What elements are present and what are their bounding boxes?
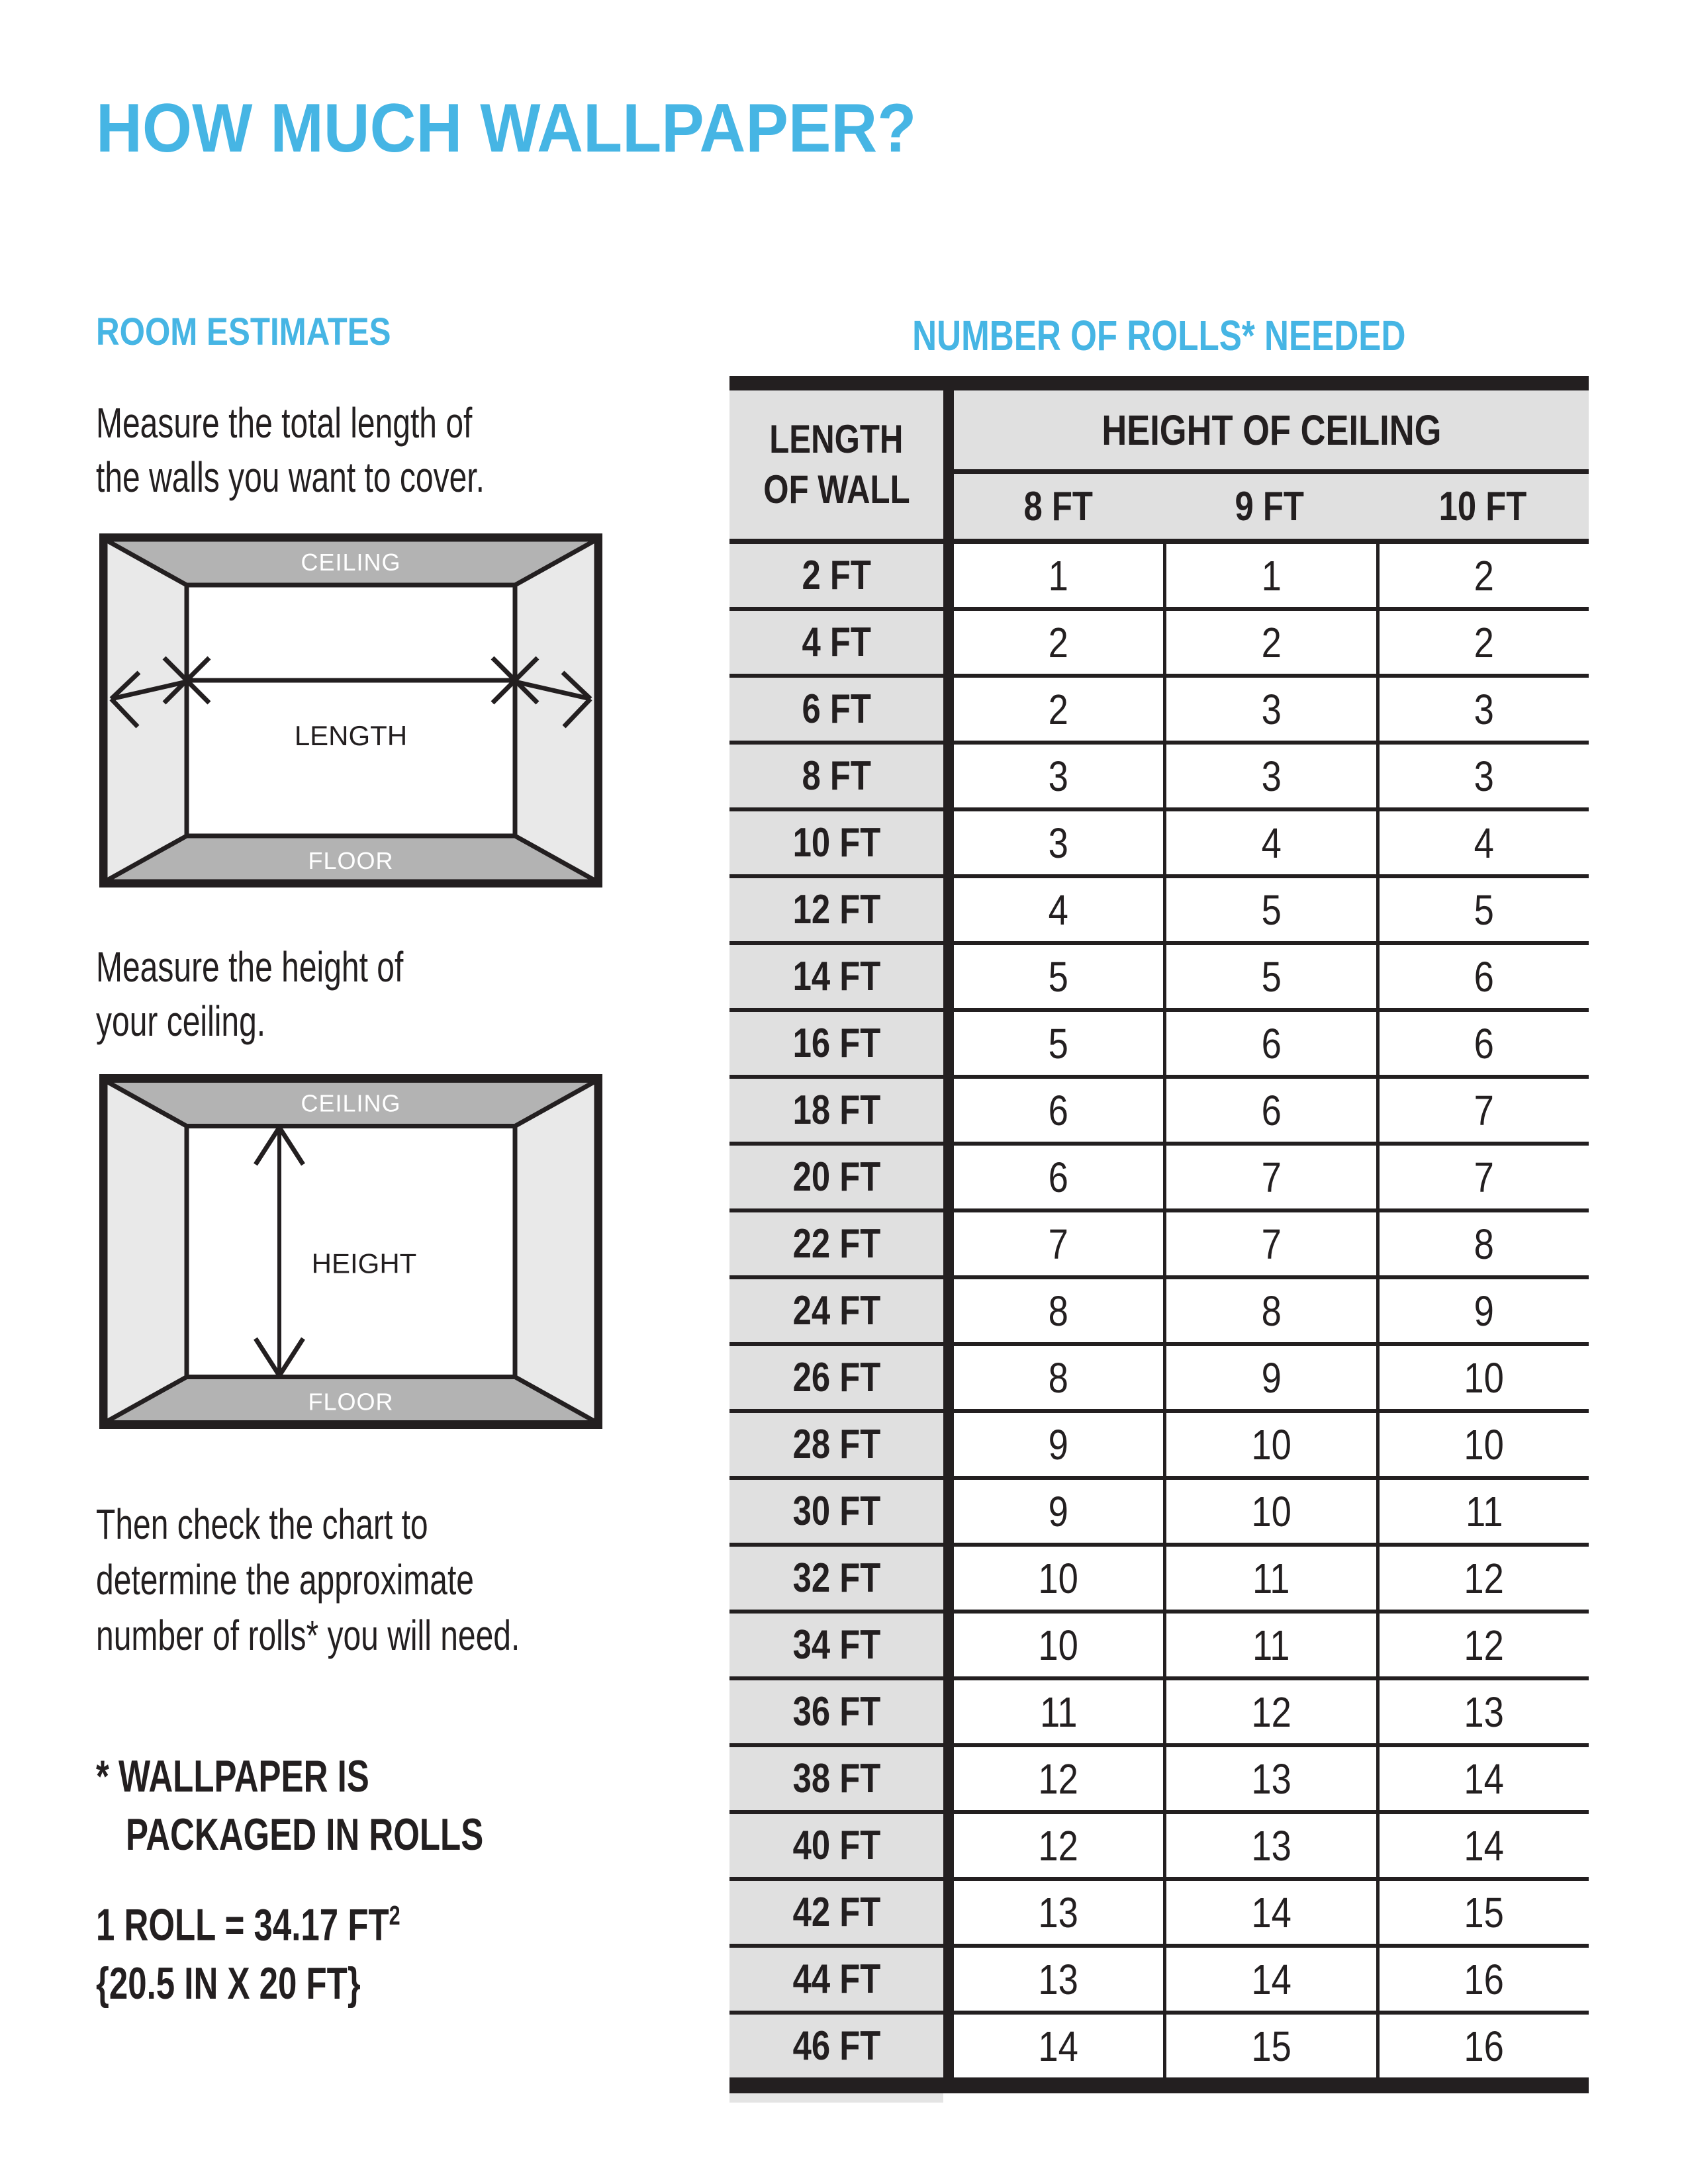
cell-value: 11 <box>1376 1480 1589 1543</box>
ceiling-height-diagram <box>99 1073 602 1430</box>
cell-value: 3 <box>1376 678 1589 741</box>
row-label: 38 FT <box>729 1747 943 1810</box>
table-row <box>729 1680 1589 1747</box>
column-divider <box>943 1614 954 1676</box>
cell-value: 10 <box>1376 1346 1589 1409</box>
length-of-wall-header: LENGTH OF WALL <box>729 390 943 539</box>
cell-value: 16 <box>1376 2015 1589 2077</box>
cell-value: 8 <box>954 1346 1163 1409</box>
roll-size-info <box>96 1886 502 2013</box>
table-row <box>729 811 1589 878</box>
table-row <box>729 1547 1589 1614</box>
row-label: 16 FT <box>729 1012 943 1075</box>
table-row <box>729 2015 1589 2081</box>
column-divider <box>943 1012 954 1075</box>
table-row <box>729 1747 1589 1814</box>
column-divider <box>943 1881 954 1944</box>
cell-value: 3 <box>1163 678 1376 741</box>
room-estimates-heading: ROOM ESTIMATES <box>96 310 391 353</box>
table-row <box>729 1814 1589 1881</box>
table-body <box>729 544 1589 2081</box>
cell-value: 1 <box>1163 544 1376 607</box>
room-length-diagram <box>99 533 602 887</box>
cell-value: 3 <box>954 745 1163 807</box>
cell-value: 12 <box>1376 1614 1589 1676</box>
cell-value: 5 <box>954 945 1163 1008</box>
cell-value: 9 <box>954 1480 1163 1543</box>
wallpaper-rolls-footnote: * WALLPAPER IS PACKAGED IN ROLLS <box>96 1751 484 1860</box>
table-row <box>729 945 1589 1012</box>
col-header-10ft: 10 FT <box>1438 483 1526 529</box>
table-row <box>729 544 1589 611</box>
cell-value: 11 <box>954 1680 1163 1743</box>
cell-value: 9 <box>1376 1279 1589 1342</box>
height-label: HEIGHT <box>311 1248 417 1279</box>
check-chart-paragraph: Then check the chart to determine the approximate number of rolls* you will need. <box>96 1500 520 1659</box>
row-label: 28 FT <box>729 1413 943 1476</box>
row-label: 30 FT <box>729 1480 943 1543</box>
cell-value: 13 <box>1163 1747 1376 1810</box>
column-divider <box>943 878 954 941</box>
table-gray-stub <box>729 2093 943 2103</box>
cell-value: 7 <box>954 1212 1163 1275</box>
cell-value: 4 <box>1163 811 1376 874</box>
column-divider <box>943 1212 954 1275</box>
table-row <box>729 1480 1589 1547</box>
cell-value: 11 <box>1163 1614 1376 1676</box>
col-header-9ft: 9 FT <box>1235 483 1305 529</box>
cell-value: 7 <box>1163 1212 1376 1275</box>
table-row <box>729 1614 1589 1680</box>
table-row <box>729 745 1589 811</box>
roll-dimensions-text: {20.5 IN X 20 FT} <box>96 1958 361 2009</box>
column-divider <box>943 390 954 539</box>
cell-value: 2 <box>1376 544 1589 607</box>
table-row <box>729 1079 1589 1146</box>
cell-value: 7 <box>1376 1146 1589 1208</box>
cell-value: 14 <box>954 2015 1163 2077</box>
cell-value: 14 <box>1163 1881 1376 1944</box>
row-label: 20 FT <box>729 1146 943 1208</box>
row-label: 46 FT <box>729 2015 943 2077</box>
row-label: 24 FT <box>729 1279 943 1342</box>
floor-label: FLOOR <box>308 1388 394 1416</box>
table-row <box>729 1146 1589 1212</box>
back-wall <box>187 585 515 836</box>
cell-value: 2 <box>1376 611 1589 674</box>
cell-value: 11 <box>1163 1547 1376 1610</box>
row-label: 10 FT <box>729 811 943 874</box>
cell-value: 2 <box>1163 611 1376 674</box>
cell-value: 13 <box>1376 1680 1589 1743</box>
height-of-ceiling-header: HEIGHT OF CEILING <box>954 390 1589 474</box>
column-divider <box>943 1480 954 1543</box>
cell-value: 9 <box>954 1413 1163 1476</box>
cell-value: 5 <box>954 1012 1163 1075</box>
cell-value: 9 <box>1163 1346 1376 1409</box>
cell-value: 6 <box>954 1079 1163 1142</box>
column-divider <box>943 1346 954 1409</box>
cell-value: 6 <box>1163 1079 1376 1142</box>
table-row <box>729 1413 1589 1480</box>
column-divider <box>943 1547 954 1610</box>
row-label: 2 FT <box>729 544 943 607</box>
column-divider <box>943 1079 954 1142</box>
column-divider <box>943 1413 954 1476</box>
cell-value: 13 <box>954 1948 1163 2011</box>
table-top-border <box>729 376 1589 390</box>
ceiling-height-subheaders <box>954 474 1589 539</box>
cell-value: 8 <box>954 1279 1163 1342</box>
cell-value: 6 <box>1163 1012 1376 1075</box>
left-wall-plane <box>106 540 187 881</box>
row-label: 40 FT <box>729 1814 943 1877</box>
column-divider <box>943 945 954 1008</box>
ceiling-height-header-group <box>954 390 1589 539</box>
table-row <box>729 878 1589 945</box>
right-wall-plane <box>515 1081 596 1422</box>
right-wall-plane <box>515 540 596 881</box>
rolls-table <box>729 376 1589 2093</box>
cell-value: 14 <box>1376 1814 1589 1877</box>
row-label: 34 FT <box>729 1614 943 1676</box>
row-label: 44 FT <box>729 1948 943 2011</box>
squared-superscript: 2 <box>389 1900 400 1931</box>
measure-height-paragraph: Measure the height of your ceiling. <box>96 943 404 1045</box>
column-divider <box>943 678 954 741</box>
row-label: 14 FT <box>729 945 943 1008</box>
cell-value: 16 <box>1376 1948 1589 2011</box>
column-divider <box>943 811 954 874</box>
cell-value: 5 <box>1163 878 1376 941</box>
row-label: 6 FT <box>729 678 943 741</box>
table-row <box>729 1279 1589 1346</box>
column-divider <box>943 2015 954 2077</box>
length-label: LENGTH <box>294 720 408 751</box>
row-label: 42 FT <box>729 1881 943 1944</box>
rolls-needed-heading: NUMBER OF ROLLS* NEEDED <box>912 312 1406 359</box>
cell-value: 1 <box>954 544 1163 607</box>
row-label: 26 FT <box>729 1346 943 1409</box>
table-row <box>729 1881 1589 1948</box>
cell-value: 10 <box>1163 1480 1376 1543</box>
column-divider <box>943 1948 954 2011</box>
cell-value: 5 <box>1163 945 1376 1008</box>
ceiling-label: CEILING <box>301 1089 401 1117</box>
row-label: 8 FT <box>729 745 943 807</box>
row-label: 18 FT <box>729 1079 943 1142</box>
cell-value: 3 <box>1376 745 1589 807</box>
ceiling-height-diagram-svg <box>99 1073 602 1430</box>
cell-value: 12 <box>1163 1680 1376 1743</box>
table-row <box>729 1012 1589 1079</box>
cell-value: 8 <box>1163 1279 1376 1342</box>
table-row <box>729 1212 1589 1279</box>
table-row <box>729 678 1589 745</box>
floor-label: FLOOR <box>308 847 394 874</box>
cell-value: 7 <box>1163 1146 1376 1208</box>
row-label: 4 FT <box>729 611 943 674</box>
cell-value: 15 <box>1376 1881 1589 1944</box>
table-row <box>729 1948 1589 2015</box>
column-divider <box>943 745 954 807</box>
row-label: 22 FT <box>729 1212 943 1275</box>
cell-value: 13 <box>954 1881 1163 1944</box>
cell-value: 4 <box>1376 811 1589 874</box>
roll-area-text: 1 ROLL = 34.17 FT <box>96 1899 389 1950</box>
table-bottom-border <box>729 2081 1589 2093</box>
column-divider <box>943 1146 954 1208</box>
table-header <box>729 390 1589 544</box>
table-row <box>729 1346 1589 1413</box>
column-divider <box>943 1279 954 1342</box>
cell-value: 12 <box>954 1747 1163 1810</box>
cell-value: 10 <box>954 1547 1163 1610</box>
column-divider <box>943 1680 954 1743</box>
left-wall-plane <box>106 1081 187 1422</box>
cell-value: 6 <box>954 1146 1163 1208</box>
column-divider <box>943 611 954 674</box>
cell-value: 7 <box>1376 1079 1589 1142</box>
cell-value: 2 <box>954 678 1163 741</box>
ceiling-label: CEILING <box>301 549 401 576</box>
cell-value: 6 <box>1376 1012 1589 1075</box>
cell-value: 6 <box>1376 945 1589 1008</box>
cell-value: 15 <box>1163 2015 1376 2077</box>
cell-value: 8 <box>1376 1212 1589 1275</box>
cell-value: 14 <box>1376 1747 1589 1810</box>
page-title: HOW MUCH WALLPAPER? <box>96 90 917 167</box>
cell-value: 14 <box>1163 1948 1376 2011</box>
col-header-8ft: 8 FT <box>1023 483 1094 529</box>
measure-length-paragraph: Measure the total length of the walls you want to cover. <box>96 399 485 501</box>
row-label: 36 FT <box>729 1680 943 1743</box>
column-divider <box>943 1747 954 1810</box>
column-divider <box>943 1814 954 1877</box>
cell-value: 12 <box>954 1814 1163 1877</box>
row-label: 12 FT <box>729 878 943 941</box>
row-label: 32 FT <box>729 1547 943 1610</box>
cell-value: 10 <box>1163 1413 1376 1476</box>
cell-value: 3 <box>1163 745 1376 807</box>
cell-value: 4 <box>954 878 1163 941</box>
cell-value: 13 <box>1163 1814 1376 1877</box>
column-divider <box>943 544 954 607</box>
cell-value: 2 <box>954 611 1163 674</box>
table-row <box>729 611 1589 678</box>
room-length-diagram-svg <box>99 533 602 887</box>
cell-value: 3 <box>954 811 1163 874</box>
cell-value: 5 <box>1376 878 1589 941</box>
cell-value: 10 <box>1376 1413 1589 1476</box>
cell-value: 12 <box>1376 1547 1589 1610</box>
cell-value: 10 <box>954 1614 1163 1676</box>
